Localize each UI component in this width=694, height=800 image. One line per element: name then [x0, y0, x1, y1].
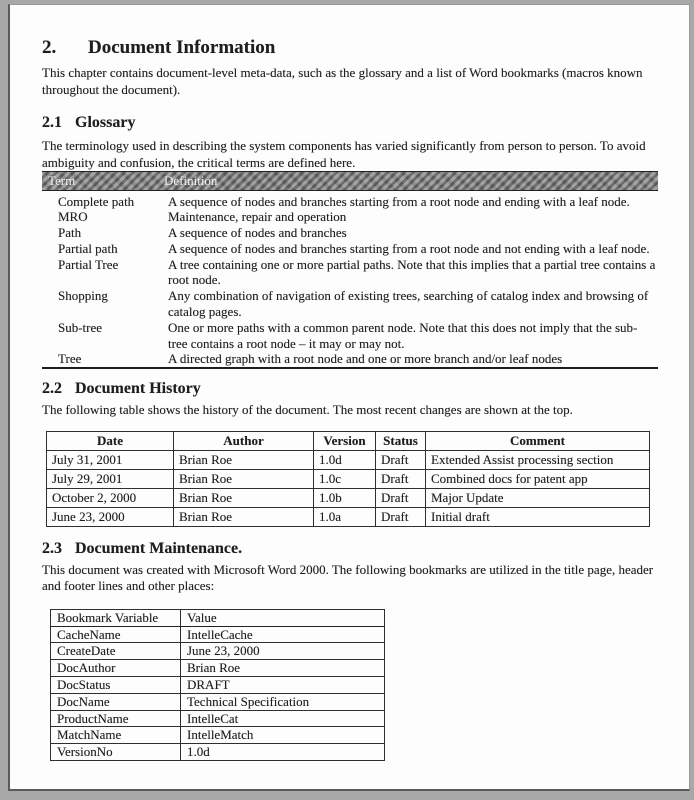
definition-cell: Maintenance, repair and operation	[168, 209, 347, 225]
bookmark-variable-cell: CreateDate	[51, 643, 181, 660]
term-cell: Tree	[58, 351, 82, 367]
section-number: 2.1	[42, 114, 62, 131]
section-number: 2.2	[42, 380, 62, 398]
table-row	[51, 643, 385, 660]
bookmark-value-cell: IntelleCat	[181, 710, 385, 727]
column-header-comment: Comment	[426, 431, 650, 450]
table-row	[51, 676, 385, 693]
term-cell: MRO	[58, 209, 88, 225]
table-row	[42, 351, 658, 368]
bookmark-variable-cell: VersionNo	[51, 744, 181, 761]
definition-cell: Any combination of navigation of existing trees, searching of catalog index and browsing of catalog pages.	[168, 288, 649, 320]
author-cell: Brian Roe	[174, 507, 314, 526]
bookmark-variable-cell: DocName	[51, 693, 181, 710]
table-row	[42, 209, 658, 225]
section-title: Document Information	[88, 37, 276, 58]
page-content	[10, 5, 689, 761]
status-cell: Draft	[376, 450, 426, 469]
column-header-value: Value	[181, 609, 385, 626]
author-cell: Brian Roe	[174, 450, 314, 469]
term-cell: Path	[58, 225, 82, 241]
comment-cell: Extended Assist processing section	[426, 450, 650, 469]
glossary-table	[42, 171, 658, 369]
bookmark-value-cell: IntelleCache	[181, 626, 385, 643]
term-cell: Complete path	[58, 193, 135, 209]
bookmark-value-cell: DRAFT	[181, 676, 385, 693]
status-cell: Draft	[376, 507, 426, 526]
table-row	[42, 194, 658, 210]
author-cell: Brian Roe	[174, 488, 314, 507]
bookmark-value-cell: 1.0d	[181, 744, 385, 761]
definition-cell: A tree containing one or more partial paths. Note that this implies that a partial tree contains a root node.	[168, 256, 656, 288]
column-header-status: Status	[376, 431, 426, 450]
table-row	[51, 660, 385, 677]
history-intro-paragraph: The following table shows the history of the document. The most recent changes are shown at the top.	[42, 402, 573, 418]
column-header-date: Date	[47, 431, 174, 450]
section-number: 2.	[42, 37, 57, 58]
date-cell: July 31, 2001	[47, 450, 174, 469]
bookmark-value-cell: Technical Specification	[181, 693, 385, 710]
status-cell: Draft	[376, 469, 426, 488]
author-cell: Brian Roe	[174, 469, 314, 488]
table-row	[42, 225, 658, 241]
bookmark-variable-cell: DocStatus	[51, 676, 181, 693]
definition-cell: A sequence of nodes and branches starting from a root node and not ending with a leaf node.	[168, 240, 650, 256]
table-row	[51, 727, 385, 744]
term-cell: Sub-tree	[58, 319, 103, 335]
column-header-definition: Definition	[163, 172, 658, 191]
table-row	[51, 693, 385, 710]
table-row	[42, 320, 658, 352]
bookmark-value-cell: IntelleMatch	[181, 727, 385, 744]
section-heading-document-maintenance	[42, 539, 665, 559]
term-cell: Partial path	[58, 240, 118, 256]
bookmark-header-row	[51, 609, 385, 626]
version-cell: 1.0a	[314, 507, 376, 526]
table-row	[42, 257, 658, 289]
column-header-version: Version	[314, 431, 376, 450]
term-cell: Shopping	[58, 288, 108, 304]
definition-cell: One or more paths with a common parent node. Note that this does not imply that the sub-tree contains a root node – it may or may not.	[168, 319, 638, 351]
date-cell: June 23, 2000	[47, 507, 174, 526]
column-header-term: Term	[42, 172, 163, 191]
section-title: Document History	[75, 380, 201, 398]
comment-cell: Major Update	[426, 488, 650, 507]
bookmark-variable-cell: ProductName	[51, 710, 181, 727]
section-heading-glossary	[42, 113, 665, 133]
definition-cell: A sequence of nodes and branches	[168, 225, 347, 241]
column-header-bookmark-variable: Bookmark Variable	[51, 609, 181, 626]
bookmark-value-cell: June 23, 2000	[181, 643, 385, 660]
version-cell: 1.0b	[314, 488, 376, 507]
section-number: 2.3	[42, 539, 62, 557]
section-heading-document-information	[42, 36, 665, 59]
table-row	[42, 288, 658, 320]
definition-cell: A sequence of nodes and branches starting from a root node and ending with a leaf node.	[168, 193, 630, 209]
term-cell: Partial Tree	[58, 256, 119, 272]
glossary-intro-paragraph: The terminology used in describing the system components has varied significantly from person to person. To avoid ambiguity and confusion, the critical terms are defined here.	[42, 138, 646, 170]
bookmark-variable-cell: DocAuthor	[51, 660, 181, 677]
section-intro-paragraph: This chapter contains document-level meta-data, such as the glossary and a list of Word bookmarks (macros known throughout the document).	[42, 65, 643, 97]
section-heading-document-history	[42, 379, 665, 399]
document-page	[8, 4, 690, 791]
version-cell: 1.0c	[314, 469, 376, 488]
column-header-author: Author	[174, 431, 314, 450]
bookmark-table	[50, 609, 385, 761]
version-cell: 1.0d	[314, 450, 376, 469]
table-row	[51, 744, 385, 761]
table-row	[47, 450, 650, 469]
history-table	[46, 431, 650, 527]
table-row	[42, 241, 658, 257]
comment-cell: Combined docs for patent app	[426, 469, 650, 488]
glossary-header-row	[42, 172, 658, 191]
table-row	[47, 488, 650, 507]
comment-cell: Initial draft	[426, 507, 650, 526]
table-row	[47, 469, 650, 488]
history-header-row	[47, 431, 650, 450]
bookmark-variable-cell: CacheName	[51, 626, 181, 643]
date-cell: October 2, 2000	[47, 488, 174, 507]
bookmark-value-cell: Brian Roe	[181, 660, 385, 677]
maintenance-intro-paragraph: This document was created with Microsoft Word 2000. The following bookmarks are utilized in the title page, header and footer lines and other places:	[42, 561, 654, 594]
table-row	[47, 507, 650, 526]
status-cell: Draft	[376, 488, 426, 507]
table-row	[51, 710, 385, 727]
table-row	[51, 626, 385, 643]
section-title: Document Maintenance.	[75, 539, 243, 557]
date-cell: July 29, 2001	[47, 469, 174, 488]
bookmark-variable-cell: MatchName	[51, 727, 181, 744]
section-title: Glossary	[75, 114, 136, 131]
definition-cell: A directed graph with a root node and one or more branch and/or leaf nodes	[168, 351, 563, 367]
